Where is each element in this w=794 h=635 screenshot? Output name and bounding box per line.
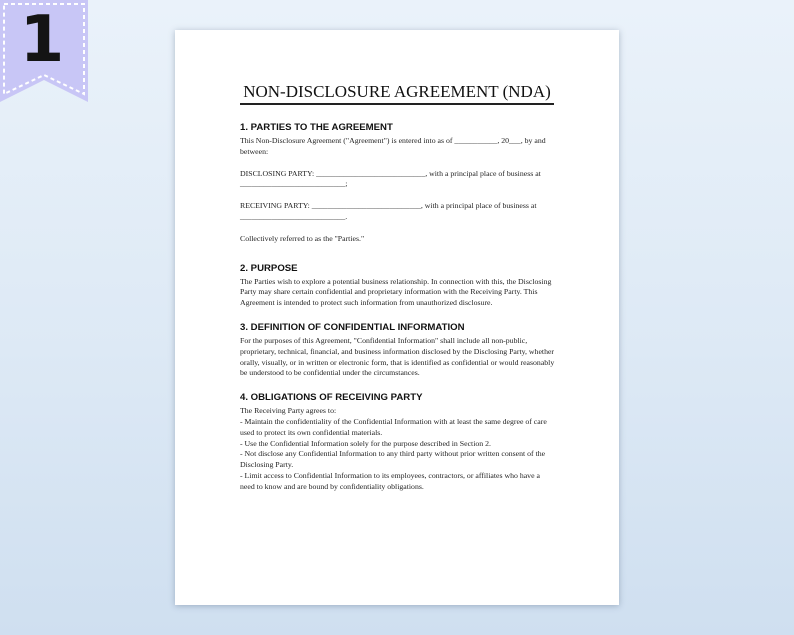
definition-text: For the purposes of this Agreement, "Confidential Information" shall include all non-public, proprietary, technical, financial, and business information disclosed by the Disclosing Party, whether orally, visually, or in written or electronic form, that is identified as confidential or would reasonably be understood to be confidential under the circumstances. bbox=[240, 335, 555, 378]
section-purpose bbox=[240, 263, 556, 309]
obligation-item: - Not disclose any Confidential Information to any third party without prior written consent of the Disclosing Party. bbox=[240, 449, 546, 470]
collective-parties-line: Collectively referred to as the "Parties." bbox=[240, 233, 365, 243]
section-obligations bbox=[240, 392, 556, 492]
obligation-item: - Use the Confidential Information solely for the purpose described in Section 2. bbox=[240, 438, 491, 448]
section-heading: 4. OBLIGATIONS OF RECEIVING PARTY bbox=[240, 392, 423, 404]
receiving-party-line: RECEIVING PARTY: ____________________________, with a principal place of business at ___________________________. bbox=[240, 201, 537, 221]
obligations-intro: The Receiving Party agrees to: bbox=[240, 406, 337, 416]
section-parties bbox=[240, 122, 556, 245]
badge-number: 1 bbox=[19, 3, 65, 77]
title-underline bbox=[240, 103, 554, 105]
section-heading: 1. PARTIES TO THE AGREEMENT bbox=[240, 122, 393, 133]
parties-intro: This Non-Disclosure Agreement ("Agreement") is entered into as of ___________, 20___, by and between: bbox=[240, 136, 546, 156]
section-definition bbox=[240, 322, 556, 379]
obligation-item: - Maintain the confidentiality of the Confidential Information with at least the same degree of care used to protect its own confidential materials. bbox=[240, 416, 547, 437]
document-title: NON-DISCLOSURE AGREEMENT (NDA) bbox=[243, 82, 551, 101]
section-heading: 3. DEFINITION OF CONFIDENTIAL INFORMATION bbox=[240, 321, 465, 333]
document-page bbox=[175, 30, 619, 605]
disclosing-party-line: DISCLOSING PARTY: ____________________________, with a principal place of business at ___________________________; bbox=[240, 168, 541, 189]
section-heading: 2. PURPOSE bbox=[240, 262, 298, 274]
number-badge bbox=[0, 0, 88, 102]
document-body bbox=[240, 122, 556, 493]
purpose-text: The Parties wish to explore a potential business relationship. In connection with this, the Disclosing Party may share certain confidential and proprietary information with the Receiving Party. This Agreement is intended to protect such information from unauthorized disclosure. bbox=[240, 276, 552, 308]
obligation-item: - Limit access to Confidential Information to its employees, contractors, or affiliates who have a need to know and are bound by confidentiality obligations. bbox=[240, 470, 540, 491]
